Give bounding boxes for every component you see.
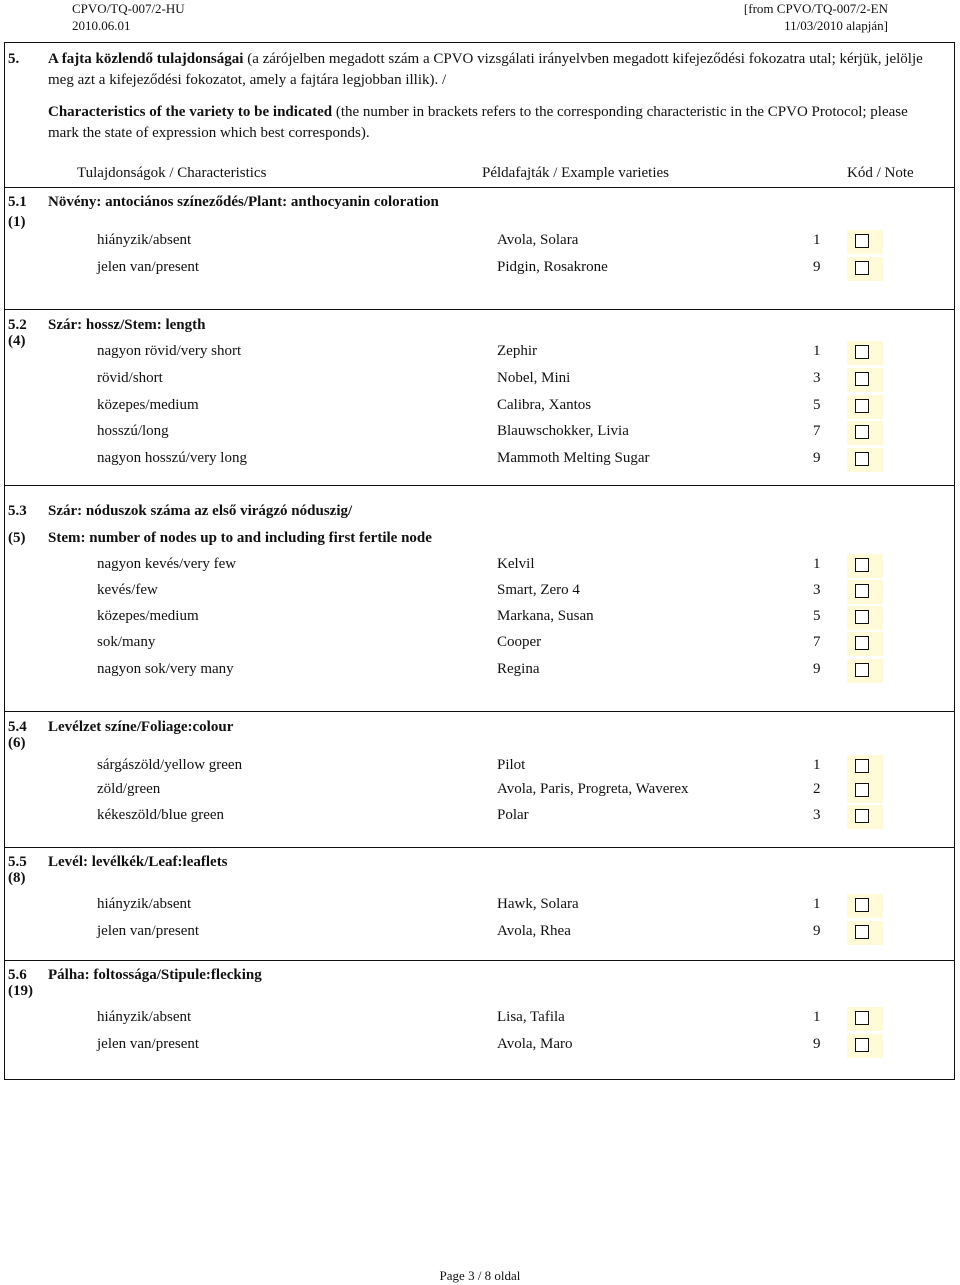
state-label: hiányzik/absent [97,1009,192,1025]
characteristic-ref: (4) [8,333,26,349]
characteristic-title: Pálha: foltossága/Stipule:flecking [48,967,262,983]
expression-row [5,1007,954,1031]
note-checkbox[interactable] [855,234,869,248]
expression-row [5,230,954,254]
state-label: hiányzik/absent [97,896,192,912]
characteristic-ref: (19) [8,983,33,999]
note-code: 3 [813,582,821,598]
example-varieties: Kelvil [497,556,535,572]
characteristic-number: 5.4 [8,719,27,735]
note-checkbox[interactable] [855,636,869,650]
note-checkbox[interactable] [855,898,869,912]
note-code: 9 [813,259,821,275]
example-varieties: Polar [497,807,529,823]
intro-hu-text: (a zárójelben megadott szám a CPVO vizsgálati irányelvben megadott kifejeződési fokozatra utal; kérjük, jelölje meg azt a kifejeződési fokozatot, amely a fajtára legjobban illik). / [48,51,923,88]
example-varieties: Zephir [497,343,537,359]
expression-row [5,395,954,419]
note-code: 3 [813,807,821,823]
doc-date-en: 11/03/2010 alapján] [784,18,888,33]
note-checkbox[interactable] [855,663,869,677]
characteristic-title: Levél: levélkék/Leaf:leaflets [48,854,228,870]
characteristic-section [5,188,954,310]
page-header [0,0,960,40]
characteristic-ref: (6) [8,735,26,751]
state-label: nagyon hosszú/very long [97,450,247,466]
characteristic-number: 5.2 [8,317,27,333]
example-varieties: Avola, Maro [497,1036,573,1052]
note-code: 3 [813,370,821,386]
expression-row [5,805,954,829]
characteristic-section [5,486,954,712]
note-code: 1 [813,896,821,912]
expression-row [5,580,954,604]
state-label: közepes/medium [97,397,199,413]
example-varieties: Hawk, Solara [497,896,579,912]
example-varieties: Markana, Susan [497,608,594,624]
note-code: 9 [813,923,821,939]
header-left [72,0,185,34]
state-label: zöld/green [97,781,161,797]
example-varieties: Calibra, Xantos [497,397,592,413]
note-checkbox[interactable] [855,610,869,624]
expression-row [5,554,954,578]
note-checkbox[interactable] [855,1011,869,1025]
intro-en [48,102,928,144]
state-label: hosszú/long [97,423,169,439]
doc-code-en: [from CPVO/TQ-007/2-EN [743,1,888,16]
note-code: 9 [813,661,821,677]
note-checkbox[interactable] [855,452,869,466]
column-note: Kód / Note [847,165,914,181]
note-code: 5 [813,397,821,413]
note-checkbox[interactable] [855,558,869,572]
doc-date-hu: 2010.06.01 [72,18,131,33]
note-checkbox[interactable] [855,759,869,773]
expression-row [5,659,954,683]
characteristic-title: Szár: hossz/Stem: length [48,317,206,333]
note-checkbox[interactable] [855,345,869,359]
expression-row [5,257,954,281]
example-varieties: Pilot [497,757,526,773]
characteristic-title: Levélzet színe/Foliage:colour [48,719,234,735]
note-code: 1 [813,556,821,572]
expression-row [5,368,954,392]
state-label: jelen van/present [97,923,200,939]
note-code: 9 [813,450,821,466]
note-code: 1 [813,343,821,359]
example-varieties: Pidgin, Rosakrone [497,259,608,275]
example-varieties: Regina [497,661,540,677]
expression-row [5,921,954,945]
note-code: 7 [813,423,821,439]
intro-en-text: (the number in brackets refers to the corresponding characteristic in the CPVO Protocol; please mark the state of expression which best corresponds). [48,104,908,141]
characteristic-title: Növény: antociános színeződés/Plant: anthocyanin coloration [48,194,439,210]
state-label: kékeszöld/blue green [97,807,225,823]
note-checkbox[interactable] [855,425,869,439]
expression-row [5,341,954,365]
expression-row [5,755,954,779]
characteristic-ref: (8) [8,870,26,886]
column-examples: Példafajták / Example varieties [482,165,670,181]
note-code: 1 [813,232,821,248]
state-label: közepes/medium [97,608,199,624]
note-code: 7 [813,634,821,650]
column-characteristics: Tulajdonságok / Characteristics [77,165,267,181]
characteristic-title-en: Stem: number of nodes up to and including first fertile node [48,530,432,546]
characteristic-section [5,961,954,1079]
state-label: nagyon kevés/very few [97,556,237,572]
state-label: sárgászöld/yellow green [97,757,243,773]
characteristics-form [4,42,955,1080]
characteristic-number: 5.5 [8,854,27,870]
example-varieties: Mammoth Melting Sugar [497,450,650,466]
section-number: 5. [8,51,20,67]
state-label: sok/many [97,634,156,650]
expression-row [5,632,954,656]
column-headers [5,159,954,188]
doc-code-hu: CPVO/TQ-007/2-HU [72,1,185,16]
characteristic-number: 5.6 [8,967,27,983]
characteristic-section [5,712,954,848]
note-checkbox[interactable] [855,372,869,386]
note-code: 1 [813,1009,821,1025]
header-right [744,0,888,34]
note-checkbox[interactable] [855,261,869,275]
intro-hu-bold: A fajta közlendő tulajdonságai [48,51,244,67]
expression-row [5,1034,954,1058]
note-checkbox[interactable] [855,399,869,413]
note-checkbox[interactable] [855,925,869,939]
page-footer: Page 3 / 8 oldal [439,1268,521,1283]
example-varieties: Cooper [497,634,542,650]
characteristic-number: 5.1 [8,194,27,210]
note-checkbox[interactable] [855,1038,869,1052]
state-label: jelen van/present [97,259,200,275]
intro-en-bold: Characteristics of the variety to be indicated [48,104,333,120]
state-label: rövid/short [97,370,163,386]
example-varieties: Smart, Zero 4 [497,582,580,598]
state-label: nagyon sok/very many [97,661,234,677]
characteristic-section [5,310,954,486]
example-varieties: Blauwschokker, Livia [497,423,629,439]
expression-row [5,421,954,445]
intro-hu [48,49,928,91]
expression-row [5,448,954,472]
state-label: hiányzik/absent [97,232,192,248]
expression-row [5,779,954,803]
characteristic-ref: (1) [8,214,26,230]
characteristic-ref: (5) [8,530,26,546]
note-checkbox[interactable] [855,809,869,823]
state-label: kevés/few [97,582,158,598]
state-label: jelen van/present [97,1036,200,1052]
characteristic-number: 5.3 [8,503,27,519]
example-varieties: Avola, Solara [497,232,579,248]
expression-row [5,894,954,918]
note-code: 1 [813,757,821,773]
expression-row [5,606,954,630]
state-label: nagyon rövid/very short [97,343,242,359]
characteristic-title: Szár: nóduszok száma az első virágzó nóduszig/ [48,503,353,519]
example-varieties: Lisa, Tafila [497,1009,565,1025]
example-varieties: Avola, Paris, Progreta, Waverex [497,781,689,797]
example-varieties: Nobel, Mini [497,370,571,386]
note-checkbox[interactable] [855,584,869,598]
note-code: 9 [813,1036,821,1052]
note-code: 5 [813,608,821,624]
note-checkbox[interactable] [855,783,869,797]
example-varieties: Avola, Rhea [497,923,571,939]
note-code: 2 [813,781,821,797]
characteristic-section [5,848,954,961]
